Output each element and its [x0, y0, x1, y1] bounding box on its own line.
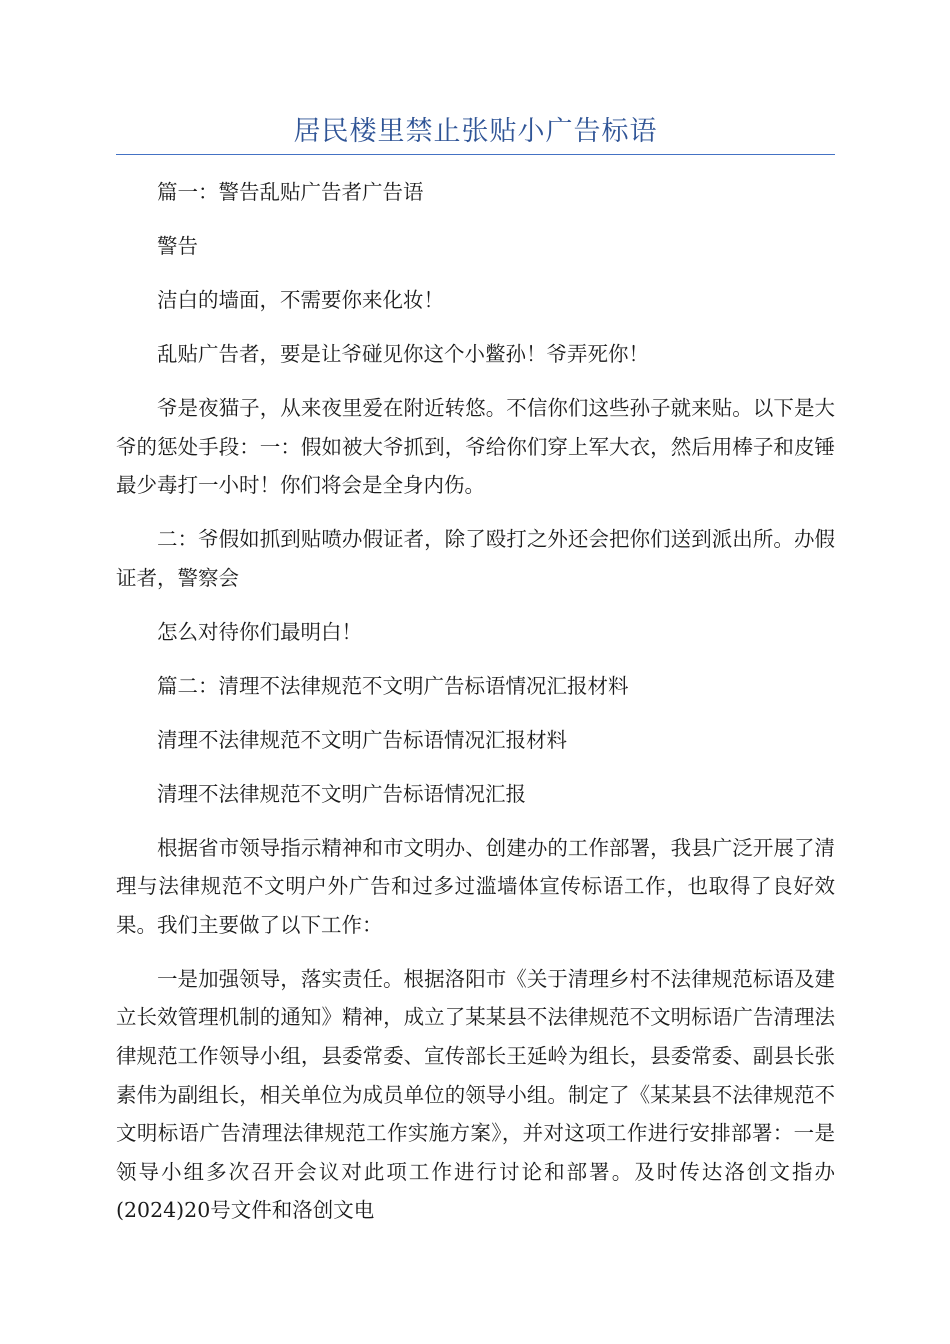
title-underline — [116, 154, 835, 155]
paragraph-11: 根据省市领导指示精神和市文明办、创建办的工作部署，我县广泛开展了清理与法律规范不文明户外广告和过多过滥墙体宣传标语工作，也取得了良好效果。我们主要做了以下工作： — [116, 835, 835, 937]
paragraph-7: 怎么对待你们最明白！ — [157, 619, 362, 644]
paragraph-1: 篇一：警告乱贴广告者广告语 — [157, 180, 424, 204]
document-body — [116, 173, 835, 1230]
paragraph-3: 洁白的墙面，不需要你来化妆！ — [157, 287, 444, 312]
paragraph-4: 乱贴广告者，要是让爷碰见你这个小鳖孙！爷弄死你！ — [157, 341, 649, 366]
paragraph-9: 清理不法律规范不文明广告标语情况汇报材料 — [157, 727, 567, 752]
document-title: 居民楼里禁止张贴小广告标语 — [293, 116, 658, 147]
paragraph-2: 警告 — [157, 233, 198, 258]
paragraph-8: 篇二：清理不法律规范不文明广告标语情况汇报材料 — [157, 673, 629, 698]
paragraph-5: 爷是夜猫子，从来夜里爱在附近转悠。不信你们这些孙子就来贴。以下是大爷的惩处手段：一：假如被大爷抓到，爷给你们穿上军大衣，然后用棒子和皮锤最少毒打一小时！你们将会是全身内伤。 — [116, 395, 835, 498]
paragraph-10: 清理不法律规范不文明广告标语情况汇报 — [157, 781, 526, 806]
paragraph-6: 二：爷假如抓到贴喷办假证者，除了殴打之外还会把你们送到派出所。办假证者，警察会 — [116, 527, 835, 590]
paragraph-12: 一是加强领导，落实责任。根据洛阳市《关于清理乡村不法律规范标语及建立长效管理机制的通知》精神，成立了某某县不法律规范不文明标语广告清理法律规范工作领导小组，县委常委、宣传部长王延岭为组长，县委常委、副县长张素伟为副组长，相关单位为成员单位的领导小组。制定了《某某县不法律规范不文明标语广告清理法律规范工作实施方案》，并对这项工作进行安排部署：一是领导小组多次召开会议对此项工作进行讨论和部署。及时传达洛创文指办(2024)20号文件和洛创文电 — [116, 966, 835, 1223]
